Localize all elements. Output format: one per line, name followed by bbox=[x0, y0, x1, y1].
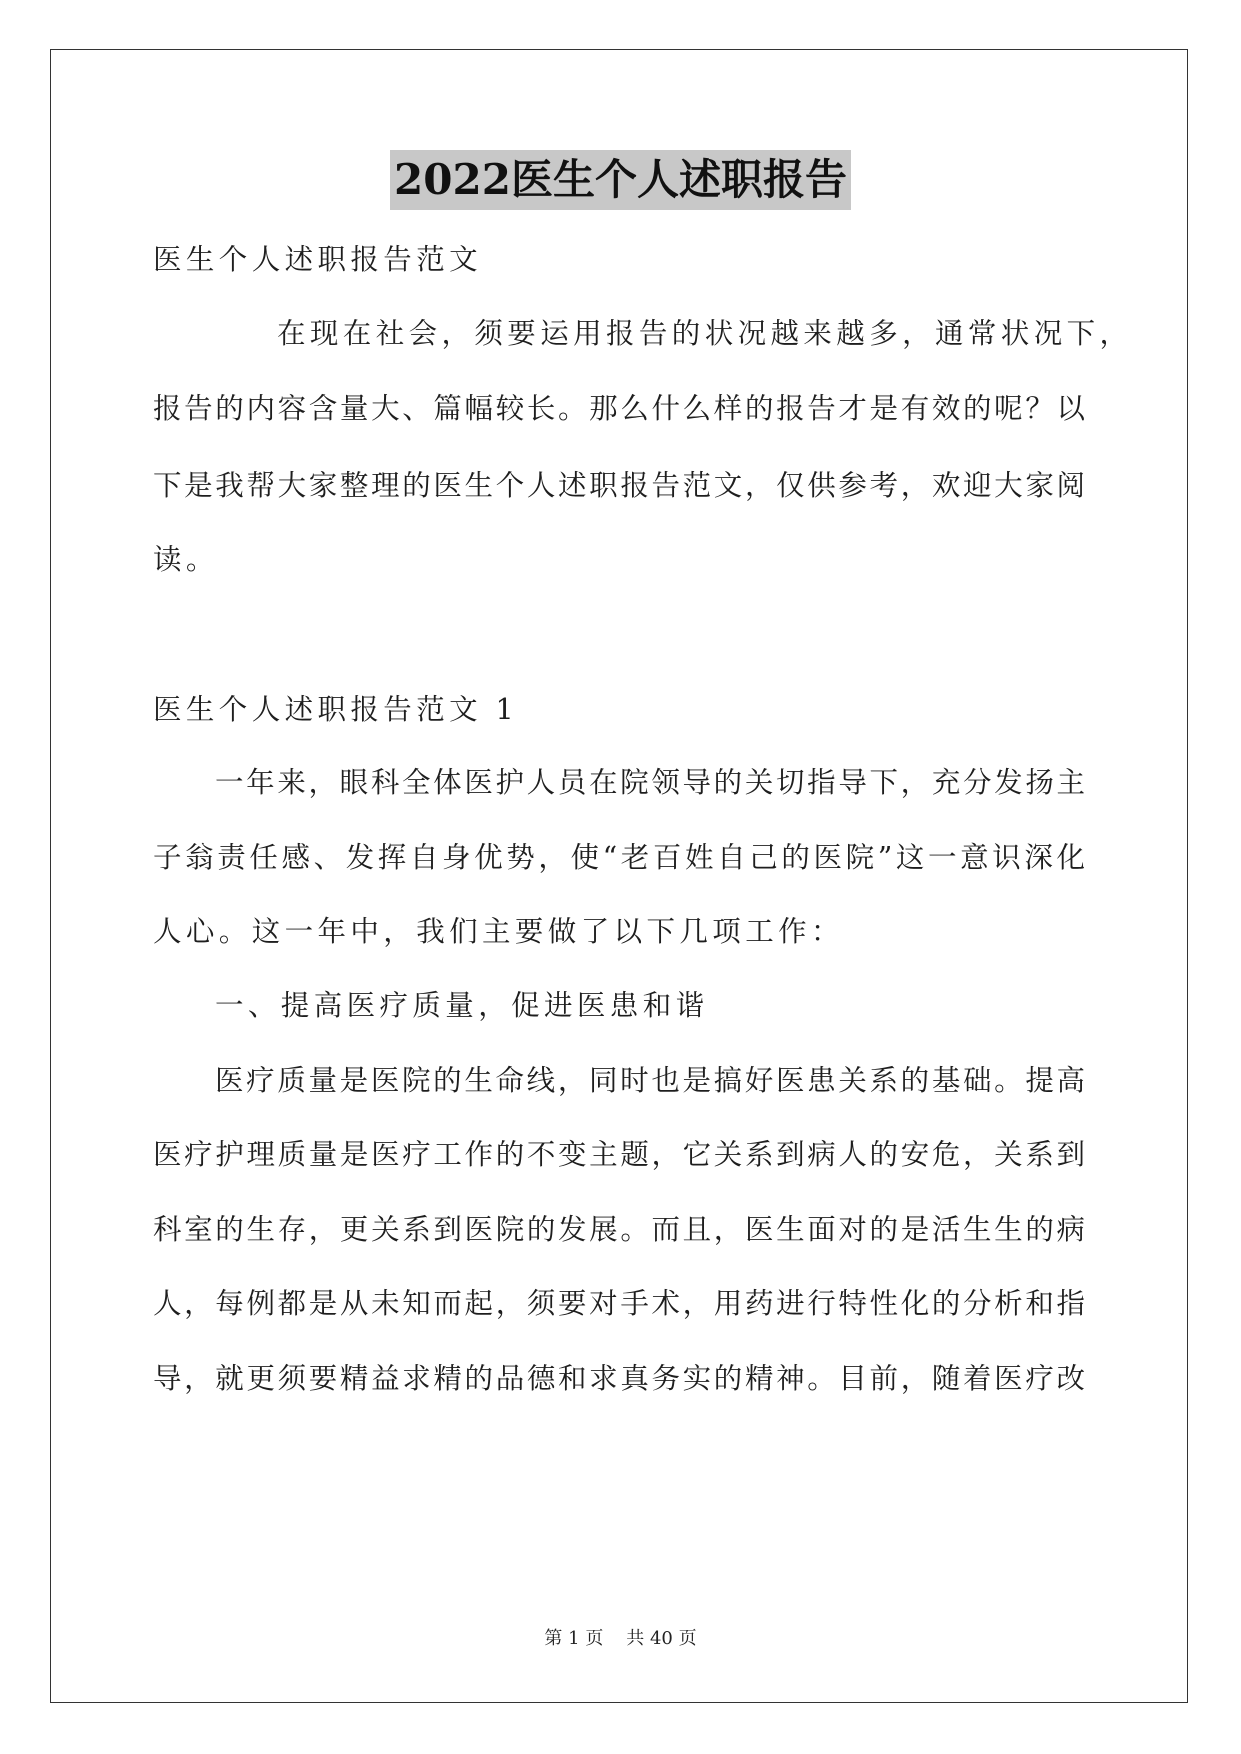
intro-line-4: 读。 bbox=[153, 543, 219, 576]
intro-line-2: 报告的内容含量大、篇幅较长。那么什么样的报告才是有效的呢？以 bbox=[153, 392, 1085, 425]
page-number: 第 1 页 bbox=[544, 1628, 604, 1649]
total-pages: 共 40 页 bbox=[626, 1628, 697, 1649]
para2-line-1: 医疗质量是医院的生命线，同时也是搞好医患关系的基础。提高 bbox=[215, 1064, 1085, 1097]
para1-line-3: 人心。这一年中，我们主要做了以下几项工作： bbox=[153, 915, 844, 948]
title-container bbox=[0, 150, 1241, 210]
para2-line-3: 科室的生存，更关系到医院的发展。而且，医生面对的是活生生的病 bbox=[153, 1213, 1085, 1246]
para2-line-5: 导，就更须要精益求精的品德和求真务实的精神。目前，随着医疗改 bbox=[153, 1362, 1085, 1395]
para2-line-4: 人，每例都是从未知而起，须要对手术，用药进行特性化的分析和指 bbox=[153, 1287, 1085, 1320]
item-heading: 一、提高医疗质量，促进医患和谐 bbox=[215, 989, 709, 1022]
intro-line-3: 下是我帮大家整理的医生个人述职报告范文，仅供参考，欢迎大家阅 bbox=[153, 469, 1085, 502]
section-heading: 医生个人述职报告范文 1 bbox=[153, 693, 518, 726]
para1-line-2: 子翁责任感、发挥自身优势，使“老百姓自己的医院”这一意识深化 bbox=[153, 841, 1085, 874]
subtitle: 医生个人述职报告范文 bbox=[153, 243, 483, 276]
para2-line-2: 医疗护理质量是医疗工作的不变主题，它关系到病人的安危，关系到 bbox=[153, 1138, 1085, 1171]
page-footer bbox=[0, 1624, 1241, 1650]
document-title: 2022医生个人述职报告 bbox=[390, 150, 851, 210]
intro-line-1: 在现在社会，须要运用报告的状况越来越多，通常状况下， bbox=[277, 317, 1133, 350]
para1-line-1: 一年来，眼科全体医护人员在院领导的关切指导下，充分发扬主 bbox=[215, 766, 1085, 799]
